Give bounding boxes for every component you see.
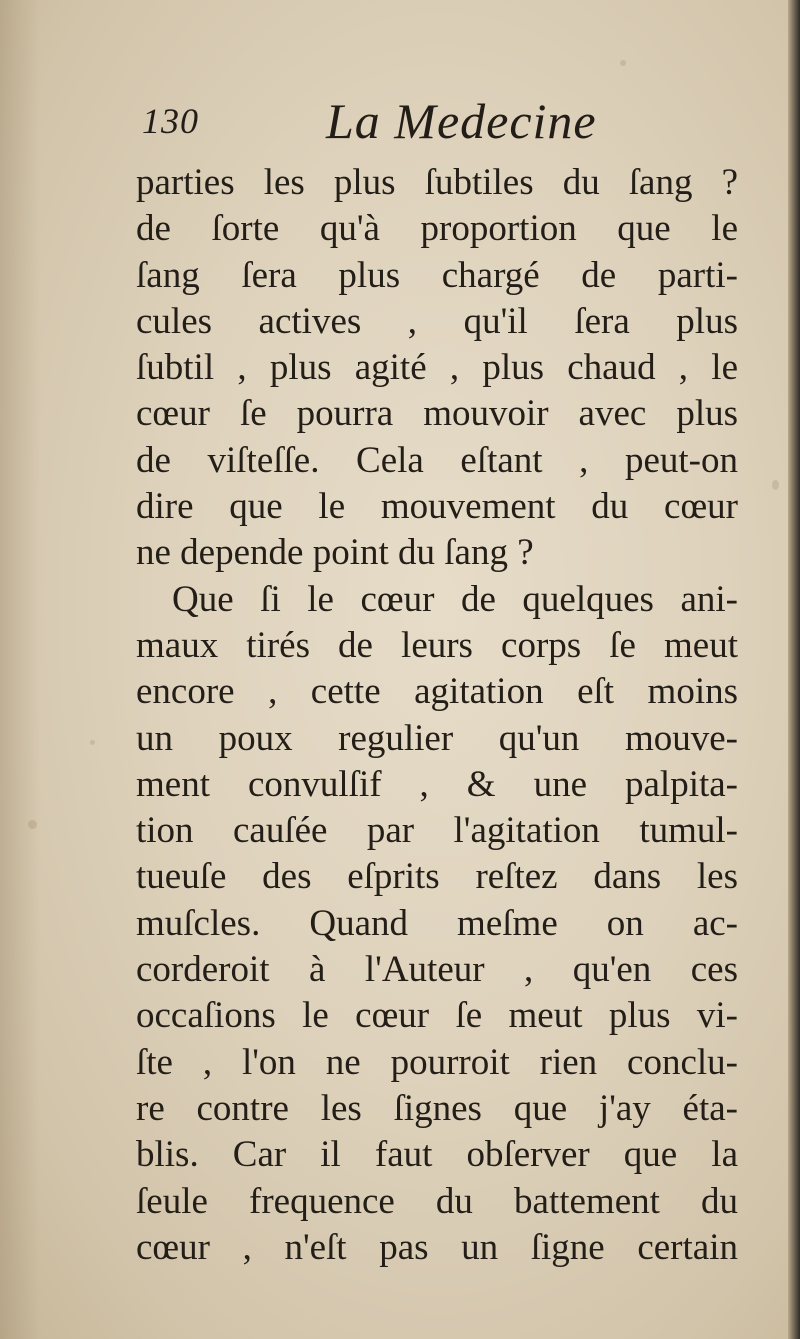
text-line: muſcles. Quand meſme on ac- [136,902,738,944]
page-header [136,92,736,162]
text-line: de viſteſſe. Cela eſtant , peut-on [136,439,738,481]
text-line: tueuſe des eſprits reſtez dans les [136,856,738,898]
paragraph-start-line: Que ſi le cœur de quelques ani- [172,578,738,620]
text-line: maux tirés de leurs corps ſe meut [136,624,738,666]
text-line: ment convulſif , & une palpita- [136,763,738,805]
text-line: cules actives , qu'il ſera plus [136,300,738,342]
text-line: un poux regulier qu'un mouve- [136,717,738,759]
text-line: ſang ſera plus chargé de parti- [136,254,738,296]
text-line: cœur , n'eſt pas un ſigne certain [136,1226,738,1268]
text-line: blis. Car il faut obſerver que la [136,1134,738,1176]
foxing-spot [620,60,626,66]
text-line: corderoit à l'Auteur , qu'en ces [136,949,738,991]
text-line: cœur ſe pourra mouvoir avec plus [136,393,738,435]
text-line: ſte , l'on ne pourroit rien conclu- [136,1041,738,1083]
page-number: 130 [142,101,199,141]
foxing-spot [772,480,779,490]
page-left-shadow [0,0,40,1339]
text-line: re contre les ſignes que j'ay éta- [136,1087,738,1129]
body-text [136,160,738,1271]
page-right-edge [788,0,800,1339]
text-line: de ſorte qu'à proportion que le [136,208,738,250]
foxing-spot [28,820,37,829]
foxing-spot [90,740,95,745]
text-line: dire que le mouvement du cœur [136,486,738,528]
text-line: ſubtil , plus agité , plus chaud , le [136,347,738,389]
text-line: ſeule frequence du battement du [136,1180,738,1222]
running-title: La Medecine [326,93,597,149]
text-line: occaſions le cœur ſe meut plus vi- [136,995,738,1037]
text-line: encore , cette agitation eſt moins [136,671,738,713]
text-line: ne depende point du ſang ? [136,532,534,574]
text-line: parties les plus ſubtiles du ſang ? [136,162,738,203]
text-line: tion cauſée par l'agitation tumul- [136,810,738,852]
